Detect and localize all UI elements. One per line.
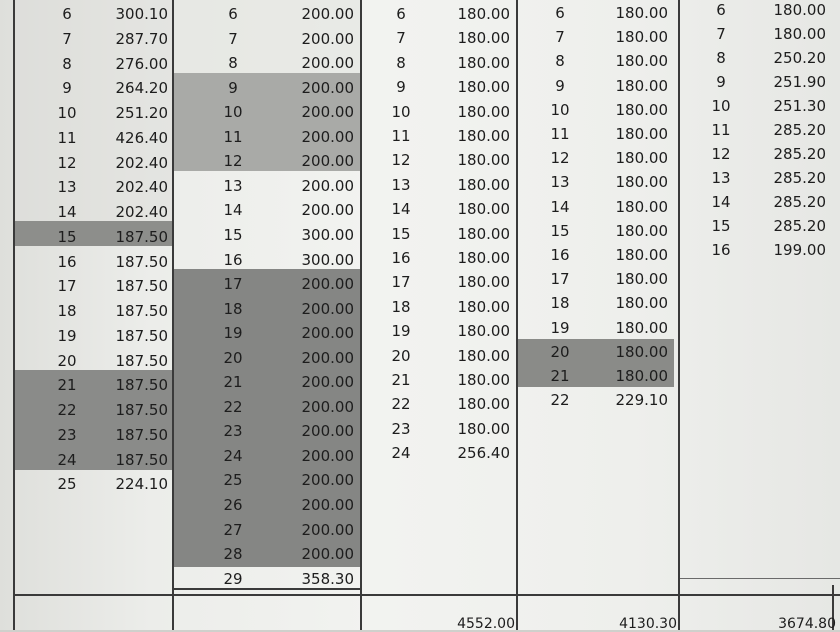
row-amount: 200.00 xyxy=(301,324,354,343)
row-number: 19 xyxy=(391,322,411,341)
table-row xyxy=(174,174,358,198)
table-row xyxy=(174,542,358,566)
row-number: 25 xyxy=(223,471,243,490)
row-number: 8 xyxy=(228,54,238,73)
table-row xyxy=(362,197,514,221)
row-amount: 180.00 xyxy=(457,273,510,292)
row-amount: 180.00 xyxy=(457,395,510,414)
row-number: 11 xyxy=(223,127,243,146)
row-amount: 187.50 xyxy=(115,252,168,271)
row-number: 7 xyxy=(555,28,565,47)
row-number: 16 xyxy=(391,249,411,267)
row-amount: 200.00 xyxy=(301,103,354,122)
table-row xyxy=(518,267,672,291)
row-number: 20 xyxy=(57,351,77,370)
row-number: 9 xyxy=(716,73,726,91)
row-amount: 180.00 xyxy=(615,52,668,71)
row-amount: 187.50 xyxy=(115,376,168,395)
table-row xyxy=(518,388,672,412)
row-amount: 229.10 xyxy=(615,391,668,410)
table-row xyxy=(174,370,358,394)
row-amount: 300.00 xyxy=(301,250,354,269)
row-number: 23 xyxy=(223,422,243,441)
row-amount: 200.00 xyxy=(301,54,354,73)
table-row xyxy=(362,124,514,148)
column-total: 4130.30 xyxy=(619,616,677,632)
row-amount: 200.00 xyxy=(301,127,354,146)
row-amount: 250.20 xyxy=(773,49,826,67)
row-amount: 180.00 xyxy=(457,29,510,48)
table-row xyxy=(362,368,514,392)
row-amount: 224.10 xyxy=(115,475,168,494)
table-row xyxy=(680,0,830,22)
table-row xyxy=(174,76,358,100)
row-number: 22 xyxy=(550,391,570,410)
row-amount: 200.00 xyxy=(301,422,354,441)
row-amount: 200.00 xyxy=(301,275,354,294)
table-row xyxy=(174,125,358,149)
row-amount: 180.00 xyxy=(457,419,510,438)
table-row xyxy=(174,51,358,75)
row-number: 6 xyxy=(62,5,72,23)
table-row xyxy=(680,214,830,238)
table-row xyxy=(362,417,514,441)
table-row xyxy=(518,146,672,170)
table-row xyxy=(174,272,358,296)
row-amount: 285.20 xyxy=(773,217,826,235)
row-amount: 180.00 xyxy=(615,318,668,337)
row-amount: 300.10 xyxy=(115,5,168,23)
row-number: 24 xyxy=(391,444,411,463)
row-number: 10 xyxy=(711,97,731,115)
table-row xyxy=(680,22,830,46)
row-number: 12 xyxy=(57,153,77,172)
row-number: 21 xyxy=(391,371,411,389)
row-amount: 180.00 xyxy=(457,249,510,267)
row-number: 11 xyxy=(550,125,570,143)
row-number: 13 xyxy=(57,178,77,197)
row-amount: 200.00 xyxy=(301,545,354,564)
row-amount: 187.50 xyxy=(115,425,168,444)
row-number: 8 xyxy=(555,52,565,71)
row-number: 11 xyxy=(57,128,77,147)
table-row xyxy=(680,142,830,166)
row-amount: 180.00 xyxy=(457,151,510,170)
row-amount: 200.00 xyxy=(301,520,354,539)
row-number: 7 xyxy=(716,25,726,43)
row-amount: 200.00 xyxy=(301,348,354,367)
row-number: 16 xyxy=(711,241,731,259)
row-amount: 200.00 xyxy=(301,201,354,220)
row-number: 15 xyxy=(711,217,731,235)
table-row xyxy=(15,200,172,224)
row-number: 10 xyxy=(57,104,77,122)
table-row xyxy=(518,98,672,122)
column-total: 3674.80 xyxy=(778,616,836,632)
row-amount: 200.00 xyxy=(301,496,354,514)
table-row xyxy=(518,170,672,194)
row-amount: 180.00 xyxy=(457,175,510,194)
row-amount: 180.00 xyxy=(615,100,668,119)
row-number: 7 xyxy=(62,29,72,48)
table-row xyxy=(174,248,358,272)
table-row xyxy=(362,295,514,319)
row-number: 20 xyxy=(223,348,243,367)
row-number: 24 xyxy=(223,446,243,465)
table-row xyxy=(680,190,830,214)
table-row xyxy=(174,395,358,419)
row-amount: 180.00 xyxy=(457,371,510,389)
row-number: 18 xyxy=(550,294,570,313)
row-number: 6 xyxy=(555,4,565,22)
table-row xyxy=(15,373,172,397)
row-number: 9 xyxy=(62,79,72,98)
table-row xyxy=(174,468,358,492)
row-number: 21 xyxy=(550,367,570,385)
table-row xyxy=(680,238,830,262)
table-row xyxy=(15,250,172,274)
table-row xyxy=(362,26,514,50)
row-number: 25 xyxy=(57,475,77,494)
row-number: 20 xyxy=(391,346,411,365)
row-number: 15 xyxy=(550,221,570,240)
table-row xyxy=(15,274,172,298)
row-amount: 276.00 xyxy=(115,54,168,73)
row-number: 12 xyxy=(550,149,570,168)
row-number: 27 xyxy=(223,520,243,539)
table-row xyxy=(15,175,172,199)
row-number: 19 xyxy=(57,326,77,345)
table-row xyxy=(174,321,358,345)
table-row xyxy=(174,223,358,247)
row-amount: 200.00 xyxy=(301,78,354,97)
row-amount: 187.50 xyxy=(115,401,168,419)
table-row xyxy=(174,2,358,26)
table-row xyxy=(362,441,514,465)
row-amount: 180.00 xyxy=(615,173,668,192)
table-row xyxy=(680,166,830,190)
table-row xyxy=(15,349,172,373)
table-row xyxy=(680,94,830,118)
table-row xyxy=(15,324,172,348)
row-number: 13 xyxy=(391,175,411,194)
row-amount: 180.00 xyxy=(615,28,668,47)
row-number: 29 xyxy=(223,569,243,588)
column-total: 4552.00 xyxy=(457,616,515,632)
col5-end-line xyxy=(680,578,840,579)
table-row xyxy=(15,472,172,496)
table-row xyxy=(518,195,672,219)
row-number: 14 xyxy=(391,200,411,219)
row-number: 6 xyxy=(228,5,238,23)
table-row xyxy=(15,225,172,249)
table-row xyxy=(174,518,358,542)
row-amount: 180.00 xyxy=(615,4,668,22)
row-amount: 187.50 xyxy=(115,351,168,370)
row-amount: 285.20 xyxy=(773,145,826,163)
row-number: 10 xyxy=(223,103,243,122)
table-row xyxy=(174,100,358,124)
row-number: 15 xyxy=(391,224,411,243)
row-amount: 200.00 xyxy=(301,446,354,465)
table-row xyxy=(174,444,358,468)
row-number: 21 xyxy=(223,373,243,392)
table-row xyxy=(362,2,514,26)
table-row xyxy=(518,219,672,243)
table-row xyxy=(174,346,358,370)
row-amount: 200.00 xyxy=(301,471,354,490)
row-number: 11 xyxy=(391,127,411,145)
table-row xyxy=(15,398,172,422)
row-number: 9 xyxy=(555,76,565,95)
row-amount: 285.20 xyxy=(773,169,826,187)
row-amount: 180.00 xyxy=(615,221,668,240)
table-row xyxy=(518,340,672,364)
row-number: 14 xyxy=(57,203,77,221)
table-row xyxy=(15,76,172,100)
table-row xyxy=(518,364,672,388)
row-number: 16 xyxy=(550,246,570,264)
row-amount: 180.00 xyxy=(457,5,510,23)
row-number: 13 xyxy=(223,176,243,195)
row-number: 24 xyxy=(57,450,77,469)
table-row xyxy=(362,392,514,416)
row-number: 14 xyxy=(550,197,570,216)
row-amount: 180.00 xyxy=(615,342,668,361)
row-amount: 287.70 xyxy=(115,29,168,48)
row-amount: 202.40 xyxy=(115,178,168,197)
table-row xyxy=(680,70,830,94)
table-row xyxy=(518,316,672,340)
row-number: 19 xyxy=(223,324,243,343)
row-amount: 180.00 xyxy=(457,322,510,341)
row-number: 16 xyxy=(57,252,77,271)
table-row xyxy=(518,25,672,49)
table-row xyxy=(174,297,358,321)
row-amount: 180.00 xyxy=(615,246,668,264)
table-row xyxy=(362,222,514,246)
row-number: 17 xyxy=(57,277,77,296)
table-row xyxy=(15,448,172,472)
table-row xyxy=(680,118,830,142)
row-amount: 180.00 xyxy=(457,346,510,365)
table-row xyxy=(362,319,514,343)
row-number: 19 xyxy=(550,318,570,337)
table-row xyxy=(362,100,514,124)
table-row xyxy=(518,291,672,315)
row-number: 18 xyxy=(391,297,411,316)
row-number: 6 xyxy=(396,5,406,23)
table-row xyxy=(15,151,172,175)
row-number: 18 xyxy=(57,302,77,320)
table-row xyxy=(518,243,672,267)
row-number: 9 xyxy=(396,78,406,97)
table-row xyxy=(15,2,172,26)
row-amount: 180.00 xyxy=(615,367,668,385)
row-number: 26 xyxy=(223,496,243,514)
row-amount: 200.00 xyxy=(301,299,354,318)
row-number: 12 xyxy=(223,152,243,171)
row-amount: 180.00 xyxy=(615,125,668,143)
row-number: 17 xyxy=(223,275,243,294)
row-amount: 180.00 xyxy=(457,224,510,243)
table-row xyxy=(174,27,358,51)
row-amount: 200.00 xyxy=(301,397,354,416)
row-number: 14 xyxy=(711,193,731,211)
table-row xyxy=(174,149,358,173)
row-number: 16 xyxy=(223,250,243,269)
row-number: 8 xyxy=(716,49,726,67)
row-number: 10 xyxy=(391,102,411,121)
row-amount: 300.00 xyxy=(301,225,354,244)
table-row xyxy=(15,126,172,150)
row-number: 15 xyxy=(57,227,77,246)
row-number: 18 xyxy=(223,299,243,318)
row-amount: 187.50 xyxy=(115,302,168,320)
row-amount: 180.00 xyxy=(773,25,826,43)
row-amount: 180.00 xyxy=(615,270,668,289)
table-row xyxy=(362,246,514,270)
row-amount: 180.00 xyxy=(457,53,510,72)
table-row xyxy=(174,567,358,591)
table-row xyxy=(15,423,172,447)
table-row xyxy=(174,419,358,443)
row-number: 15 xyxy=(223,225,243,244)
row-amount: 199.00 xyxy=(773,241,826,259)
row-number: 22 xyxy=(391,395,411,414)
row-amount: 187.50 xyxy=(115,227,168,246)
row-amount: 187.50 xyxy=(115,277,168,296)
row-number: 10 xyxy=(550,100,570,119)
table-row xyxy=(15,299,172,323)
row-number: 7 xyxy=(396,29,406,48)
totals-separator xyxy=(13,594,840,596)
table-row xyxy=(362,51,514,75)
row-amount: 358.30 xyxy=(301,569,354,588)
table-row xyxy=(362,173,514,197)
row-number: 23 xyxy=(57,425,77,444)
row-number: 20 xyxy=(550,342,570,361)
row-number: 12 xyxy=(711,145,731,163)
row-amount: 187.50 xyxy=(115,450,168,469)
row-number: 6 xyxy=(716,1,726,19)
row-amount: 256.40 xyxy=(457,444,510,463)
row-amount: 180.00 xyxy=(773,1,826,19)
row-amount: 187.50 xyxy=(115,326,168,345)
row-number: 12 xyxy=(391,151,411,170)
row-amount: 200.00 xyxy=(301,152,354,171)
row-number: 28 xyxy=(223,545,243,564)
row-amount: 180.00 xyxy=(457,102,510,121)
row-amount: 180.00 xyxy=(457,297,510,316)
table-row xyxy=(518,1,672,25)
row-amount: 251.20 xyxy=(115,104,168,122)
row-number: 22 xyxy=(57,401,77,419)
row-amount: 200.00 xyxy=(301,373,354,392)
row-amount: 251.90 xyxy=(773,73,826,91)
row-number: 13 xyxy=(711,169,731,187)
row-number: 21 xyxy=(57,376,77,395)
row-amount: 200.00 xyxy=(301,5,354,23)
row-amount: 180.00 xyxy=(457,200,510,219)
row-amount: 200.00 xyxy=(301,29,354,48)
table-row xyxy=(518,74,672,98)
row-number: 23 xyxy=(391,419,411,438)
table-row xyxy=(15,52,172,76)
row-amount: 202.40 xyxy=(115,153,168,172)
row-number: 9 xyxy=(228,78,238,97)
row-number: 17 xyxy=(550,270,570,289)
row-amount: 180.00 xyxy=(615,76,668,95)
row-amount: 180.00 xyxy=(615,294,668,313)
row-number: 13 xyxy=(550,173,570,192)
table-row xyxy=(362,344,514,368)
table-row xyxy=(362,148,514,172)
row-amount: 200.00 xyxy=(301,176,354,195)
row-amount: 285.20 xyxy=(773,193,826,211)
row-number: 17 xyxy=(391,273,411,292)
row-amount: 180.00 xyxy=(615,149,668,168)
row-amount: 264.20 xyxy=(115,79,168,98)
row-amount: 202.40 xyxy=(115,203,168,221)
table-row xyxy=(518,122,672,146)
table-row xyxy=(174,198,358,222)
table-row xyxy=(15,101,172,125)
table-row xyxy=(362,75,514,99)
row-amount: 180.00 xyxy=(457,78,510,97)
row-amount: 180.00 xyxy=(457,127,510,145)
row-amount: 285.20 xyxy=(773,121,826,139)
table-row xyxy=(680,46,830,70)
row-amount: 180.00 xyxy=(615,197,668,216)
row-amount: 251.30 xyxy=(773,97,826,115)
row-number: 7 xyxy=(228,29,238,48)
table-row xyxy=(15,27,172,51)
row-number: 11 xyxy=(711,121,731,139)
table-row xyxy=(362,270,514,294)
row-number: 14 xyxy=(223,201,243,220)
table-row xyxy=(518,49,672,73)
row-number: 8 xyxy=(62,54,72,73)
row-number: 22 xyxy=(223,397,243,416)
row-number: 8 xyxy=(396,53,406,72)
table-row xyxy=(174,493,358,517)
row-amount: 426.40 xyxy=(115,128,168,147)
